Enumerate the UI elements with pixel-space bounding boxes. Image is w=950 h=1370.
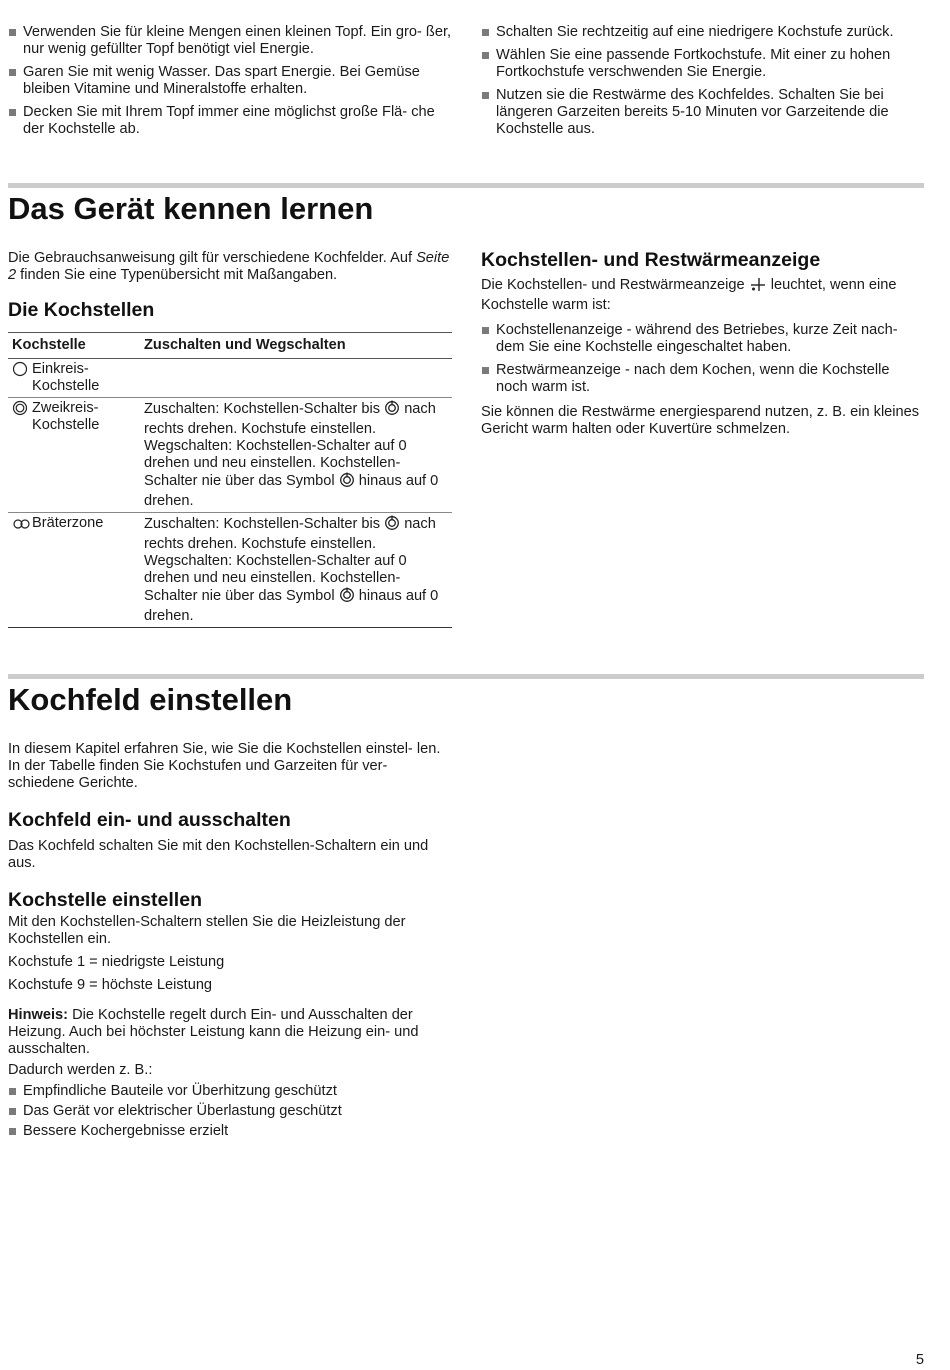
single-circle-icon <box>12 361 32 382</box>
hint-label: Hinweis: <box>8 1007 69 1023</box>
kochstufe-max: Kochstufe 9 = höchste Leistung <box>8 977 213 993</box>
section-title-kochfeld: Kochfeld einstellen <box>8 682 293 717</box>
consequence-list <box>8 1083 452 1140</box>
bullet-square-icon <box>9 1088 16 1095</box>
heading-kochstellen: Die Kochstellen <box>8 299 155 321</box>
bullet-square-icon <box>482 29 489 36</box>
restwaerme-outro: Sie können die Restwärme energiesparend nutzen, z. B. ein kleines Gericht warm halten oder Kuvertüre schmelzen. <box>481 404 920 437</box>
page-number: 5 <box>915 1352 924 1368</box>
list-item: Empfindliche Bauteile vor Überhitzung geschützt <box>8 1083 452 1100</box>
residual-heat-indicator-icon <box>749 276 767 297</box>
bullet-square-icon <box>9 29 16 36</box>
list-item: Garen Sie mit wenig Wasser. Das spart Energie. Bei Gemüse bleiben Vitamine und Mineralstoffe erhalten. <box>8 64 452 98</box>
table-row: Einkreis- Kochstelle <box>8 359 452 398</box>
dual-circuit-symbol-icon <box>339 587 355 608</box>
bullet-square-icon <box>9 1108 16 1115</box>
tips-right-list <box>481 24 925 144</box>
list-item: Wählen Sie eine passende Fortkochstufe. Mit einer zu hohen Fortkochstufe verschwenden Sie Energie. <box>481 47 925 81</box>
section2-left-column <box>8 741 452 1143</box>
list-item: Verwenden Sie für kleine Mengen einen kleinen Topf. Ein gro- ßer, nur wenig gefüllter Topf benötigt viel Energie. <box>8 24 452 58</box>
page-reference: Seite 2 <box>8 250 450 283</box>
heading-kochstelle-einstellen: Kochstelle einstellen <box>8 889 202 911</box>
bullet-square-icon <box>9 1128 16 1135</box>
bullet-square-icon <box>482 367 489 374</box>
list-item: Kochstellenanzeige - während des Betriebes, kurze Zeit nach- dem Sie eine Kochstelle eingeschaltet haben. <box>481 322 925 356</box>
kochfeld-intro: In diesem Kapitel erfahren Sie, wie Sie die Kochstellen einstel- len. In der Tabelle finden Sie Kochstufen und Garzeiten für ver- schiedene Gerichte. <box>8 741 441 791</box>
einstellen-text: Mit den Kochstellen-Schaltern stellen Sie die Heizleistung der Kochstellen ein. <box>8 914 406 947</box>
list-item: Nutzen sie die Restwärme des Kochfeldes. Schalten Sie bei längeren Garzeiten bereits 5-10 Minuten vor Garzeitende die Kochstelle aus. <box>481 87 925 138</box>
table-header-row <box>8 333 452 359</box>
list-item: Decken Sie mit Ihrem Topf immer eine möglichst große Flä- che der Kochstelle ab. <box>8 104 452 138</box>
heading-restwaerme: Kochstellen- und Restwärmeanzeige <box>481 249 821 271</box>
dual-circuit-symbol-icon <box>384 515 400 536</box>
section1-left-column <box>8 250 452 628</box>
list-item: Bessere Kochergebnisse erzielt <box>8 1123 452 1140</box>
bullet-square-icon <box>9 69 16 76</box>
dual-circuit-symbol-icon <box>339 472 355 493</box>
double-circle-icon <box>12 400 32 421</box>
bullet-square-icon <box>482 327 489 334</box>
heading-ein-ausschalten: Kochfeld ein- und ausschalten <box>8 809 291 831</box>
tips-left-list <box>8 24 452 144</box>
ein-ausschalten-text: Das Kochfeld schalten Sie mit den Kochstellen-Schaltern ein und aus. <box>8 838 429 871</box>
dual-circuit-symbol-icon <box>384 400 400 421</box>
roaster-zone-icon <box>12 515 32 536</box>
section1-right-column <box>481 248 925 438</box>
section-divider <box>8 674 924 679</box>
table-row: Bräterzone Zuschalten: Kochstellen-Schalter bis nach rechts drehen. Kochstufe einstellen. Wegschalten: Kochstellen-Schalter auf 0 drehen und neu einstellen. Kochstellen- Schalter nie über das Symbol hinaus auf 0 drehen. <box>8 513 452 628</box>
restwaerme-intro: Die Kochstellen- und Restwärmeanzeige leuchtet, wenn eine Kochstelle warm ist: <box>481 277 897 313</box>
bullet-square-icon <box>482 52 489 59</box>
column-header-schalten: Zuschalten und Wegschalten <box>140 333 452 359</box>
kochstufe-min: Kochstufe 1 = niedrigste Leistung <box>8 954 225 970</box>
column-header-kochstelle: Kochstelle <box>8 333 140 359</box>
hint-paragraph: Hinweis: Die Kochstelle regelt durch Ein- und Ausschalten der Heizung. Auch bei höchster Leistung kann die Heizung ein- und ausschalten. <box>8 1007 419 1057</box>
table-row: Zweikreis- Kochstelle Zuschalten: Kochstellen-Schalter bis nach rechts drehen. Kochstufe einstellen. Wegschalten: Kochstellen-Schalter auf 0 drehen und neu einstellen. Kochstellen- Schalter nie über das Symbol hinaus auf 0 drehen. <box>8 398 452 513</box>
bullet-square-icon <box>9 109 16 116</box>
intro-paragraph: Die Gebrauchsanweisung gilt für verschiedene Kochfelder. Auf Seite 2 finden Sie eine Typenübersicht mit Maßangaben. <box>8 250 450 283</box>
list-item: Das Gerät vor elektrischer Überlastung geschützt <box>8 1103 452 1120</box>
list-item: Restwärmeanzeige - nach dem Kochen, wenn die Kochstelle noch warm ist. <box>481 362 925 396</box>
list-item: Schalten Sie rechtzeitig auf eine niedrigere Kochstufe zurück. <box>481 24 925 41</box>
kochstellen-table <box>8 332 452 628</box>
consequence-text: Dadurch werden z. B.: <box>8 1062 153 1078</box>
section-title-geraet: Das Gerät kennen lernen <box>8 191 374 226</box>
bullet-square-icon <box>482 92 489 99</box>
section-divider <box>8 183 924 188</box>
restwaerme-list <box>481 322 925 396</box>
